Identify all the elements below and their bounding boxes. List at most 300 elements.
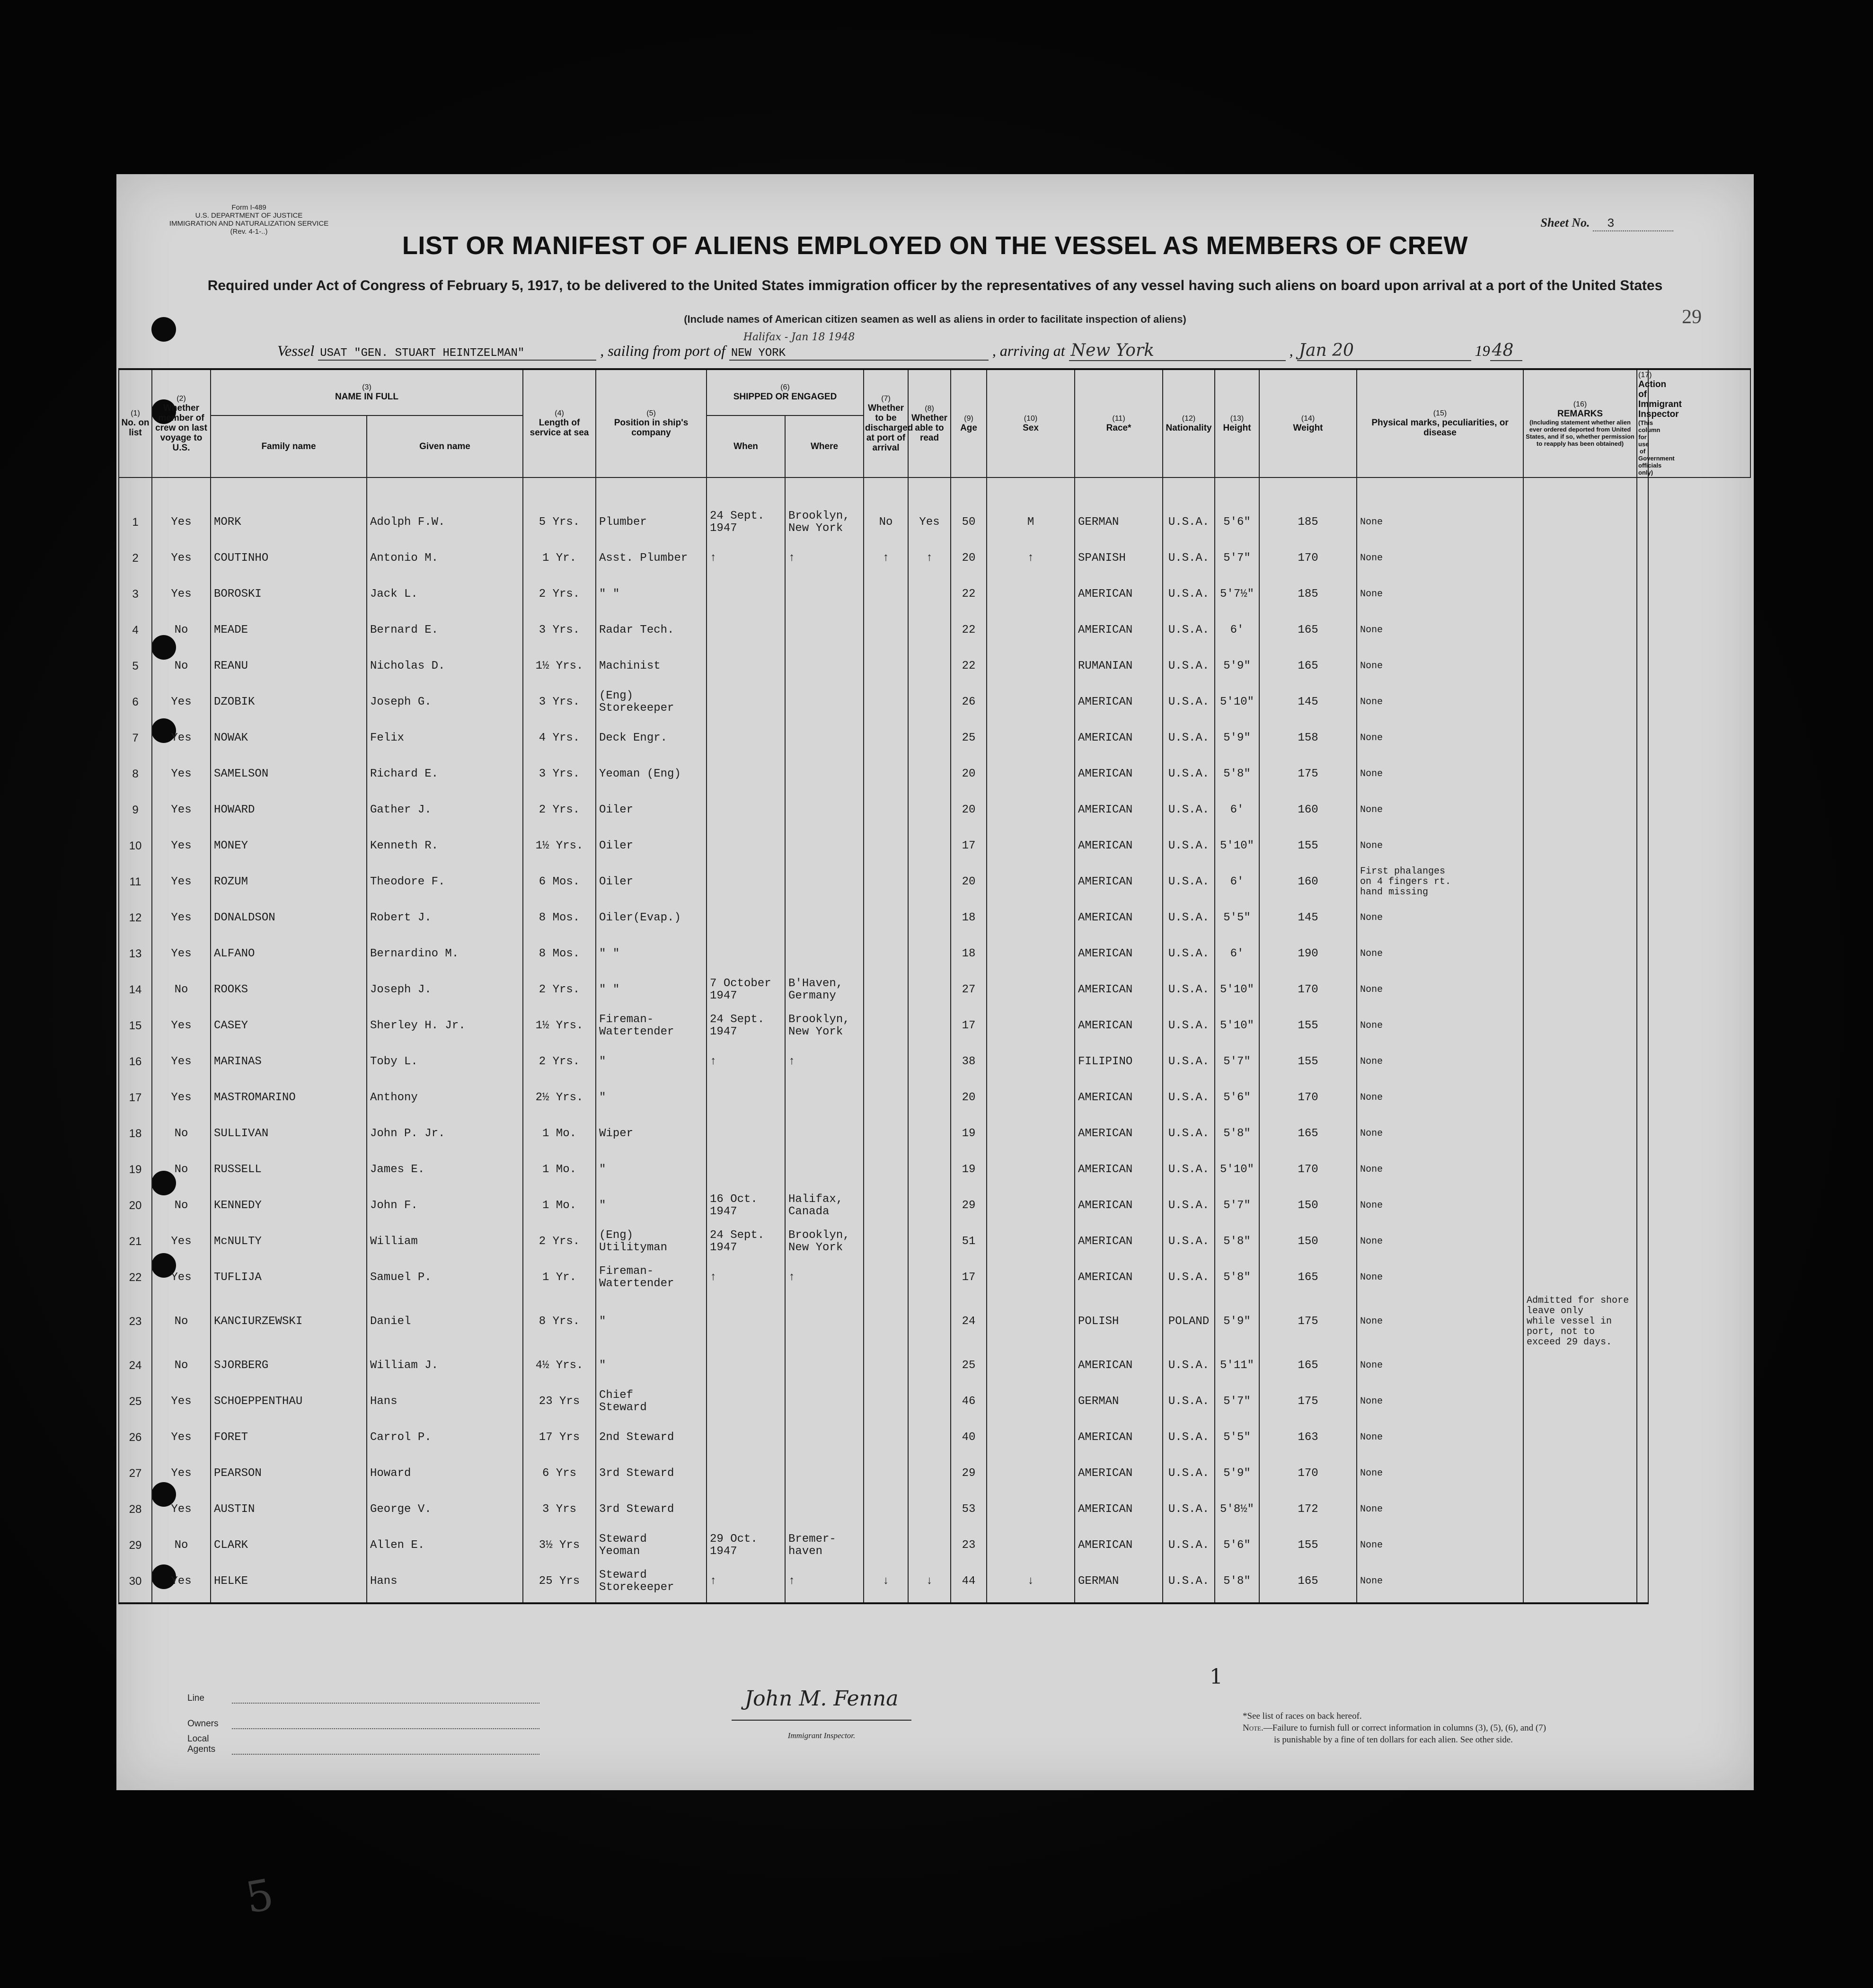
cell-able-to-read [908,684,951,720]
cell-nationality: U.S.A. [1163,792,1215,828]
cell-family-name: NOWAK [211,720,367,756]
cell-row-number: 8 [119,756,152,792]
cell-position: " [596,1348,707,1384]
cell-margin [1637,1296,1648,1348]
col-header-12: (12) Nationality [1163,369,1215,477]
vessel-name: USAT "GEN. STUART HEINTZELMAN" [318,347,596,361]
cell-row-number: 11 [119,864,152,900]
cell-remarks [1523,504,1637,540]
cell-nationality: U.S.A. [1163,1044,1215,1080]
cell-able-to-read [908,612,951,648]
cell-able-to-read [908,864,951,900]
col-header-15: (15) Physical marks, peculiarities, or disease [1357,369,1523,477]
cell-row-number: 24 [119,1348,152,1384]
cell-nationality: U.S.A. [1163,1564,1215,1599]
cell-family-name: MEADE [211,612,367,648]
cell-family-name: HOWARD [211,792,367,828]
cell-nationality: U.S.A. [1163,612,1215,648]
cell-family-name: SULLIVAN [211,1116,367,1152]
cell-end [908,1599,951,1603]
cell-able-to-read [908,576,951,612]
cell-margin [1637,1348,1648,1384]
cell-discharged [864,864,908,900]
cell-end [119,1599,152,1603]
cell-weight: 165 [1259,1116,1357,1152]
cell-row-number: 21 [119,1224,152,1260]
cell-race: AMERICAN [1075,864,1163,900]
cell-weight: 170 [1259,972,1357,1008]
col-header-7: (7) Whether to be discharged at port of arrival [864,369,908,477]
cell-weight: 165 [1259,1564,1357,1599]
table-row [119,1008,1750,1044]
cell-last-voyage: No [152,1296,211,1348]
cell-sex [987,1528,1075,1564]
cell-shipped-where [785,1152,864,1188]
cell-nationality: U.S.A. [1163,1188,1215,1224]
cell-last-voyage: Yes [152,900,211,936]
cell-shipped-when: 24 Sept. 1947 [707,504,785,540]
cell-remarks [1523,1224,1637,1260]
cell-last-voyage: No [152,1348,211,1384]
cell-able-to-read [908,828,951,864]
cell-race: AMERICAN [1075,1188,1163,1224]
cell-age: 27 [951,972,987,1008]
cell-end [367,1599,523,1603]
cell-nationality: U.S.A. [1163,900,1215,936]
cell-given-name: William J. [367,1348,523,1384]
cell-length-of-service: 1 Mo. [523,1152,596,1188]
cell-length-of-service: 3 Yrs. [523,684,596,720]
cell-shipped-when [707,1420,785,1456]
cell-margin [1637,648,1648,684]
cell-sex [987,1008,1075,1044]
cell-discharged: ↑ [864,540,908,576]
cell-race: GERMAN [1075,1564,1163,1599]
cell-given-name: Richard E. [367,756,523,792]
cell-margin [1637,720,1648,756]
cell-age: 46 [951,1384,987,1420]
table-row [119,1044,1750,1080]
cell-last-voyage: Yes [152,864,211,900]
cell-nationality: POLAND [1163,1296,1215,1348]
cell-sex [987,576,1075,612]
cell-height: 5'9" [1215,1296,1259,1348]
cell-position: Yeoman (Eng) [596,756,707,792]
cell-last-voyage: No [152,1528,211,1564]
table-row [119,864,1750,900]
cell-end [1163,1599,1215,1603]
cell-position: Steward Storekeeper [596,1564,707,1599]
cell-sex [987,1348,1075,1384]
cell-shipped-when [707,792,785,828]
col-header-8: (8) Whether able to read [908,369,951,477]
cell-family-name: HELKE [211,1564,367,1599]
cell-nationality: U.S.A. [1163,1348,1215,1384]
spacer-row [119,477,1750,504]
cell-age: 24 [951,1296,987,1348]
cell-sex [987,1260,1075,1296]
cell-margin [1637,900,1648,936]
table-row [119,540,1750,576]
col-header-17: (17) Action of Immigrant Inspector (This column for use of Government officials only) [1637,369,1648,477]
cell-margin [1637,792,1648,828]
cell-race: AMERICAN [1075,1008,1163,1044]
table-row [119,1384,1750,1420]
cell-position: Oiler [596,828,707,864]
cell-last-voyage: No [152,648,211,684]
cell-remarks [1523,756,1637,792]
cell-weight: 145 [1259,900,1357,936]
cell-family-name: AUSTIN [211,1492,367,1528]
cell-shipped-where: Brooklyn, New York [785,504,864,540]
form-number: Form I-489 [231,203,266,212]
cell-row-number: 18 [119,1116,152,1152]
cell-nationality: U.S.A. [1163,1224,1215,1260]
cell-physical-marks: None [1357,756,1523,792]
cell-discharged [864,612,908,648]
cell-nationality: U.S.A. [1163,648,1215,684]
cell-nationality: U.S.A. [1163,1420,1215,1456]
cell-height: 5'6" [1215,1528,1259,1564]
cell-able-to-read [908,756,951,792]
cell-length-of-service: 5 Yrs. [523,504,596,540]
cell-family-name: SAMELSON [211,756,367,792]
cell-discharged: ↓ [864,1564,908,1599]
cell-given-name: Felix [367,720,523,756]
col-header-1: (1) No. on list [119,369,152,477]
cell-sex [987,720,1075,756]
col-header-13: (13) Height [1215,369,1259,477]
cell-shipped-where [785,684,864,720]
sailing-port [729,331,989,361]
table-row [119,1348,1750,1384]
cell-sex [987,1080,1075,1116]
cell-family-name: McNULTY [211,1224,367,1260]
cell-row-number: 23 [119,1296,152,1348]
cell-age: 19 [951,1116,987,1152]
cell-age: 18 [951,936,987,972]
cell-shipped-where [785,792,864,828]
cell-given-name: William [367,1224,523,1260]
cell-shipped-where [785,936,864,972]
owners-field [232,1728,539,1729]
cell-shipped-when: 24 Sept. 1947 [707,1224,785,1260]
table-row [119,1152,1750,1188]
cell-sex [987,828,1075,864]
cell-row-number: 4 [119,612,152,648]
cell-height: 5'8½" [1215,1492,1259,1528]
cell-discharged [864,900,908,936]
cell-family-name: SJORBERG [211,1348,367,1384]
cell-able-to-read [908,1528,951,1564]
cell-age: 40 [951,1420,987,1456]
cell-sex [987,972,1075,1008]
cell-weight: 165 [1259,612,1357,648]
cell-given-name: Jack L. [367,576,523,612]
cell-given-name: John F. [367,1188,523,1224]
cell-margin [1637,504,1648,540]
cell-shipped-when: 7 October 1947 [707,972,785,1008]
cell-sex [987,1044,1075,1080]
inspector-label: Immigrant Inspector. [787,1731,856,1740]
cell-weight: 155 [1259,828,1357,864]
cell-remarks [1523,648,1637,684]
cell-race: AMERICAN [1075,1492,1163,1528]
cell-family-name: KANCIURZEWSKI [211,1296,367,1348]
cell-row-number: 17 [119,1080,152,1116]
table-end-row [119,1599,1750,1603]
cell-remarks: Admitted for shore leave only while vessel in port, not to exceed 29 days. [1523,1296,1637,1348]
cell-given-name: John P. Jr. [367,1116,523,1152]
cell-row-number: 22 [119,1260,152,1296]
cell-able-to-read [908,648,951,684]
cell-length-of-service: 17 Yrs [523,1420,596,1456]
cell-physical-marks: None [1357,1492,1523,1528]
table-row [119,972,1750,1008]
cell-race: AMERICAN [1075,1260,1163,1296]
cell-weight: 170 [1259,1080,1357,1116]
cell-length-of-service: 25 Yrs [523,1564,596,1599]
cell-physical-marks: None [1357,1456,1523,1492]
cell-remarks [1523,576,1637,612]
cell-nationality: U.S.A. [1163,504,1215,540]
cell-physical-marks: None [1357,1348,1523,1384]
cell-remarks [1523,900,1637,936]
cell-last-voyage: Yes [152,936,211,972]
cell-discharged [864,792,908,828]
cell-length-of-service: 6 Yrs [523,1456,596,1492]
cell-position: Radar Tech. [596,612,707,648]
cell-family-name: CLARK [211,1528,367,1564]
cell-age: 19 [951,1152,987,1188]
cell-weight: 150 [1259,1224,1357,1260]
cell-shipped-when: ↑ [707,1564,785,1599]
cell-physical-marks: None [1357,972,1523,1008]
cell-position: Asst. Plumber [596,540,707,576]
cell-length-of-service: 23 Yrs [523,1384,596,1420]
cell-weight: 158 [1259,720,1357,756]
cell-age: 17 [951,1008,987,1044]
cell-weight: 190 [1259,936,1357,972]
cell-remarks [1523,828,1637,864]
col-header-11: (11) Race* [1075,369,1163,477]
cell-margin [1637,1564,1648,1599]
inspector-signature: John M. Fenna [732,1687,911,1721]
cell-age: 44 [951,1564,987,1599]
cell-last-voyage: No [152,612,211,648]
table-row [119,504,1750,540]
cell-race: AMERICAN [1075,792,1163,828]
cell-race: POLISH [1075,1296,1163,1348]
cell-remarks [1523,1528,1637,1564]
cell-length-of-service: 1 Yr. [523,1260,596,1296]
cell-sex [987,1420,1075,1456]
cell-given-name: Theodore F. [367,864,523,900]
cell-given-name: Hans [367,1564,523,1599]
cell-nationality: U.S.A. [1163,756,1215,792]
cell-able-to-read [908,1260,951,1296]
cell-nationality: U.S.A. [1163,1456,1215,1492]
cell-discharged [864,576,908,612]
cell-able-to-read [908,900,951,936]
cell-physical-marks: None [1357,1224,1523,1260]
cell-age: 20 [951,540,987,576]
cell-row-number: 30 [119,1564,152,1599]
cell-shipped-when: 29 Oct. 1947 [707,1528,785,1564]
cell-discharged [864,1456,908,1492]
cell-height: 6' [1215,792,1259,828]
col-header-9: (9) Age [951,369,987,477]
cell-sex [987,612,1075,648]
note-label: Note. [1243,1723,1263,1733]
cell-physical-marks: None [1357,612,1523,648]
cell-last-voyage: No [152,1116,211,1152]
cell-nationality: U.S.A. [1163,1528,1215,1564]
vessel-line: Vessel USAT "GEN. STUART HEINTZELMAN" , sailing from port of Halifax - Jan 18 1948 NEW YORK , arriving at New York , Jan 20 19 48 [277,341,1706,361]
cell-nationality: U.S.A. [1163,1492,1215,1528]
cell-race: SPANISH [1075,540,1163,576]
cell-family-name: RUSSELL [211,1152,367,1188]
cell-physical-marks: None [1357,1116,1523,1152]
cell-able-to-read: Yes [908,504,951,540]
cell-remarks [1523,684,1637,720]
cell-end [596,1599,707,1603]
note-text-2: is punishable by a fine of ten dollars for each alien. See other side. [1274,1735,1513,1745]
cell-given-name: Gather J. [367,792,523,828]
cell-discharged [864,1152,908,1188]
cell-margin [1637,540,1648,576]
cell-discharged [864,1116,908,1152]
cell-physical-marks: None [1357,828,1523,864]
cell-height: 6' [1215,612,1259,648]
cell-age: 25 [951,720,987,756]
cell-end [523,1599,596,1603]
cell-physical-marks: First phalanges on 4 fingers rt. hand missing [1357,864,1523,900]
cell-row-number: 9 [119,792,152,828]
cell-shipped-when [707,648,785,684]
cell-shipped-where [785,1492,864,1528]
cell-sex [987,1152,1075,1188]
cell-age: 20 [951,792,987,828]
cell-weight: 170 [1259,540,1357,576]
cell-age: 17 [951,1260,987,1296]
cell-able-to-read [908,1044,951,1080]
cell-physical-marks: None [1357,504,1523,540]
cell-shipped-where [785,900,864,936]
cell-able-to-read: ↑ [908,540,951,576]
cell-physical-marks: None [1357,540,1523,576]
cell-length-of-service: 1 Yr. [523,540,596,576]
cell-row-number: 13 [119,936,152,972]
cell-age: 23 [951,1528,987,1564]
handwritten-mark: 1 [1210,1665,1223,1689]
cell-row-number: 19 [119,1152,152,1188]
sheet-number-value: 3 [1593,216,1673,231]
cell-given-name: Toby L. [367,1044,523,1080]
cell-margin [1637,1080,1648,1116]
cell-family-name: CASEY [211,1008,367,1044]
cell-length-of-service: 1½ Yrs. [523,1008,596,1044]
cell-given-name: Antonio M. [367,540,523,576]
cell-end [1523,1599,1637,1603]
cell-length-of-service: 4½ Yrs. [523,1348,596,1384]
arriving-port: New York [1069,341,1286,361]
cell-given-name: Daniel [367,1296,523,1348]
cell-margin [1637,936,1648,972]
cell-shipped-when [707,864,785,900]
cell-physical-marks: None [1357,1080,1523,1116]
cell-end [211,1599,367,1603]
cell-weight: 185 [1259,576,1357,612]
cell-sex [987,684,1075,720]
cell-position: 3rd Steward [596,1456,707,1492]
cell-nationality: U.S.A. [1163,972,1215,1008]
cell-height: 5'10" [1215,684,1259,720]
cell-race: AMERICAN [1075,1348,1163,1384]
cell-position: Chief Steward [596,1384,707,1420]
cell-physical-marks: None [1357,900,1523,936]
cell-given-name: George V. [367,1492,523,1528]
cell-remarks [1523,1492,1637,1528]
cell-margin [1637,828,1648,864]
cell-family-name: ROZUM [211,864,367,900]
footer-agents [187,1678,539,1755]
cell-weight: 170 [1259,1456,1357,1492]
cell-height: 5'10" [1215,1008,1259,1044]
cell-row-number: 29 [119,1528,152,1564]
cell-able-to-read [908,1348,951,1384]
cell-shipped-where [785,720,864,756]
cell-remarks [1523,1564,1637,1599]
cell-position: Deck Engr. [596,720,707,756]
cell-length-of-service: 8 Mos. [523,936,596,972]
cell-weight: 175 [1259,756,1357,792]
cell-shipped-where [785,1080,864,1116]
page-subtitle: Required under Act of Congress of February 5, 1917, to be delivered to the United States immigration officer by the representatives of any vessel having such aliens on board upon arrival at a port of the United States [207,278,1663,293]
cell-nationality: U.S.A. [1163,1152,1215,1188]
cell-row-number: 28 [119,1492,152,1528]
cell-margin [1637,1260,1648,1296]
table-row [119,1528,1750,1564]
cell-race: AMERICAN [1075,756,1163,792]
cell-shipped-when [707,1080,785,1116]
agents-label: Local Agents [187,1734,216,1754]
department-line: U.S. DEPARTMENT OF JUSTICE [195,212,303,220]
cell-race: AMERICAN [1075,576,1163,612]
cell-remarks [1523,1260,1637,1296]
cell-shipped-where [785,1384,864,1420]
cell-age: 22 [951,576,987,612]
table-row [119,1296,1750,1348]
cell-shipped-when [707,612,785,648]
cell-physical-marks: None [1357,684,1523,720]
cell-row-number: 16 [119,1044,152,1080]
cell-age: 51 [951,1224,987,1260]
cell-shipped-where: ↑ [785,540,864,576]
cell-remarks [1523,1420,1637,1456]
cell-weight: 145 [1259,684,1357,720]
cell-height: 6' [1215,936,1259,972]
cell-race: AMERICAN [1075,936,1163,972]
cell-height: 5'8" [1215,756,1259,792]
cell-weight: 165 [1259,1260,1357,1296]
cell-given-name: Hans [367,1384,523,1420]
cell-race: FILIPINO [1075,1044,1163,1080]
line-label: Line [187,1693,204,1703]
col-header-where: Where [785,415,864,477]
cell-margin [1637,612,1648,648]
cell-sex: ↓ [987,1564,1075,1599]
